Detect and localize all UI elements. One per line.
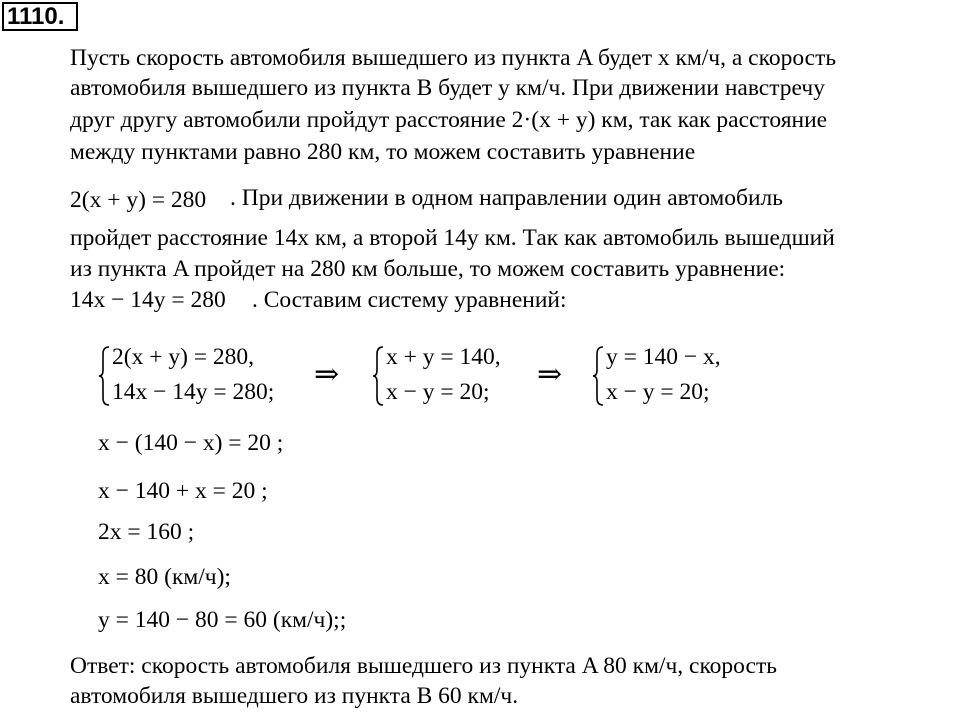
intro-line-4: между пунктами равно 280 км, то можем составить уравнение <box>70 139 696 165</box>
system3-eq2: x − y = 20; <box>606 379 710 405</box>
para2-line-1: пройдет расстояние 14x км, а второй 14y км. Так как автомобиль вышедший <box>70 225 835 251</box>
system1-eq2: 14x − 14y = 280; <box>112 379 275 405</box>
brace-icon <box>372 346 384 406</box>
intro-line-1: Пусть скорость автомобиля вышедшего из пункта A будет x км/ч, а скорость <box>70 45 837 71</box>
para2-line-2: из пункта A пройдет на 280 км больше, то можем составить уравнение: <box>70 256 786 282</box>
brace-icon <box>98 346 110 406</box>
intro-line-3: друг другу автомобили пройдут расстояние 2·(x + y) км, так как расстояние <box>70 107 828 133</box>
step-4: x = 80 (км/ч); <box>98 564 231 590</box>
system2-eq2: x − y = 20; <box>386 379 490 405</box>
step-1: x − (140 − x) = 20 ; <box>98 430 284 456</box>
equation-1: 2(x + y) = 280 <box>70 187 207 213</box>
implies-arrow-1: ⇒ <box>314 358 340 391</box>
step-3: 2x = 160 ; <box>98 519 195 545</box>
answer-line-1: Ответ: скорость автомобиля вышедшего из пункта A 80 км/ч, скорость <box>70 653 777 679</box>
step-5: y = 140 − 80 = 60 (км/ч);; <box>98 607 347 633</box>
implies-arrow-2: ⇒ <box>537 358 563 391</box>
problem-number: 1110. <box>2 2 78 31</box>
system2-eq1: x + y = 140, <box>386 344 501 370</box>
brace-icon <box>592 346 604 406</box>
equation-2-tail: . Составим систему уравнений: <box>252 287 567 313</box>
equation-1-tail: . При движении в одном направлении один автомобиль <box>230 185 783 211</box>
system1-eq1: 2(x + y) = 280, <box>112 344 255 370</box>
answer-line-2: автомобиля вышедшего из пункта B 60 км/ч. <box>70 683 519 709</box>
equation-2: 14x − 14y = 280 <box>70 287 226 313</box>
step-2: x − 140 + x = 20 ; <box>98 478 268 504</box>
intro-line-2: автомобиля вышедшего из пункта B будет y км/ч. При движении навстречу <box>70 75 825 101</box>
system3-eq1: y = 140 − x, <box>606 344 721 370</box>
